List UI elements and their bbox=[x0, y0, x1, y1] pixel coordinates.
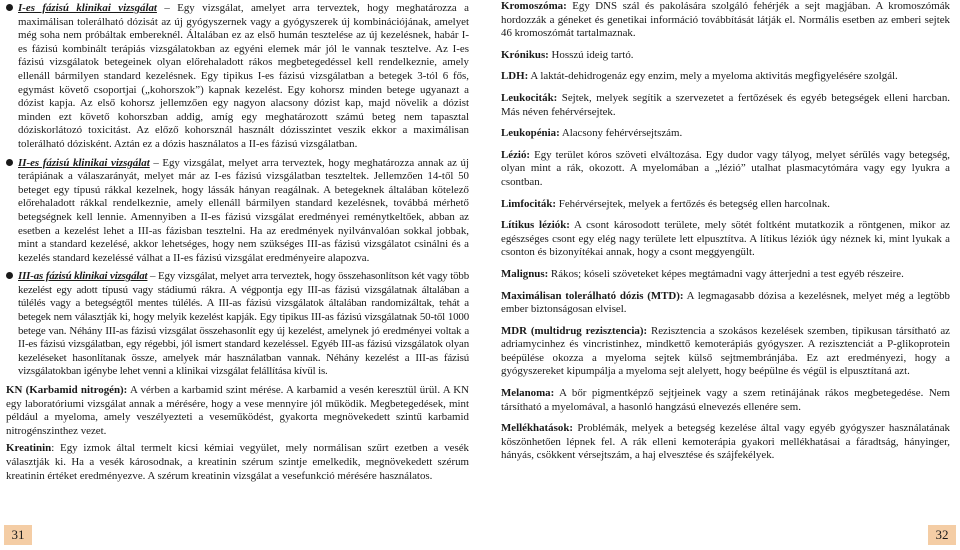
phase2-text: – Egy vizsgálat, melyet arra terveztek, hogy meghatározza annak az új terápiának a válaszarányát, melyet már az I-es fázisú vizsgálatban teszteltek. Jellemzően 14-től 50 beteget egy típusú rákkal kezelnek, hogy lássák hányan reagálnak. A betegeknek általában kötelező előrehaladott rákkal rendelkeznie, amely ellenáll bármilyen standard kezelésnek, továbbá mérhető betegségnek kell lennie. Amennyiben a II-es fázisú vizsgálat eredményei reménytkeltőek, abban az esetben a kezelést lehet a III-as fázisban tesztelni. Ha az eredmények nyilvánvalóan sokkal jobbak, mint a standard kezelésé, akkor lehetséges, hogy nem szükséges III-as fázisú vizsgálatot csinálni és a kezelés standard kezeléssé válhat a II-es fázisú vizsgálat eredményeire alapozva. bbox=[18, 156, 470, 264]
glossary-definition: A legmagasabb dózisa a kezelésnek, melyet még a legtöbb ember biztonságosan elvisel. bbox=[501, 289, 950, 316]
bullet-icon bbox=[6, 4, 13, 11]
glossary-entry bbox=[501, 387, 950, 414]
glossary-term: LDH: bbox=[501, 70, 529, 83]
kreatinin-text: : Egy izmok által termelt kicsi kémiai vegyület, mely normálisan szűrt ezetben a vesék választják ki. Ha a vesék károsodnak, a kreatinin szérum szintje emelkedik, megnövekedett szérum kreatinin értéket eredményezve. A szérum kreatinin vizsgálat a vesefunkció mérésére használatos. bbox=[6, 442, 469, 482]
phase3-entry bbox=[6, 270, 469, 379]
kn-text: A vérben a karbamid szint mérése. A karbamid a vesén keresztül ürül. A KN egy laboratóriumi vizsgálat annak a mérésére, hogy a vese mennyire jól működik. Megbetegedések, mint például a myeloma, amely veszélyezteti a veseműködést, gyakorta megnövekedett szintű karbamid nitrogénszinthez vezet. bbox=[6, 384, 469, 437]
phase3-text: – Egy vizsgálat, melyet arra terveztek, hogy összehasonlítson két vagy több kezelést egy adott típusú vagy stádiumú rákra. A végpontja egy III-as fázisú vizsgálatnak általában a túlélés vagy a betegségtől mentes túlélés. A III-as fázisú vizsgálatok általában randomizáltak, tehát a betegek nem választják ki, hogy melyik kezelést kapják. Egy tipikus III-as fázisú vizsgálatnak 50-től 1000 betege van. Néhány III-as fázisú vizsgálat összehasonlít egy új kezelést, amelynek jó eredményei voltak a II-es fázisú vizsgálatban, egy régebbi, jól ismert standard kezeléssel. Egyéb III-as fázisú vizsgálatok olyan kezeléseket hasonlítanak össze, amelyek már használatban vannak. Néhány kezelést a III-as fázisú vizsgálatokban igénybe lehet venni a klinikai vizsgálat felállítása kívül is. bbox=[18, 270, 469, 378]
glossary-definition: Rezisztencia a szokásos kezelések szemben, tipikusan társítható az adriamycinhez és vincristinhez, mindkettő kemoterápiás gyógyszer. A rezisztenciát a P-glikoprotein beépülése okozza a myeloma sejtek külső sejtmembránjába. Ez azt eredményezi, hogy a gyógyszereket kipumpálja a myeloma sejt alelyett, hogy beépülne és végül is elpusztítaná azt. bbox=[501, 324, 950, 378]
glossary-definition: A laktát-dehidrogenáz egy enzim, mely a myeloma aktivitás megfigyelésére szolgál. bbox=[528, 70, 898, 83]
glossary-term: Malignus: bbox=[501, 267, 549, 280]
glossary-entry bbox=[501, 325, 950, 379]
bullet-icon bbox=[6, 159, 13, 166]
kreatinin-entry bbox=[6, 442, 469, 483]
glossary-entry bbox=[501, 149, 950, 190]
kn-entry bbox=[6, 384, 469, 438]
glossary-term: Lézió: bbox=[501, 148, 531, 161]
phase1-text: – Egy vizsgálat, amelyet arra terveztek, hogy meghatározza a maximálisan tolerálható dózisát az új gyógyszernek vagy a gyógyszerek új kombinációjának, amelyet még soha nem próbáltak embereknél. Általában ez az első humán tesztelése az új kezelésnek, habár I-es fázisú kombinált terápiás vizsgálatokban az egyéni elemek már jól le vannak tesztelve. Az I-es fázisú vizsgálatok betegeinek olyan előrehaladott rákos megbetegedéssel kell rendelkeznie, amely ellenáll bármilyen standard kezelésnek. Egy tipikus I-es fázisú vizsgálatban a betegek 3-tól 6 fős, egymást követő csoportjai („kohorszok”) kapnak kezelést. Egy kohorsz minden betege ugyanazt a dózist kapja. Az első kohorsz jellemzően egy nagyon alacsony dózist kap, majd növelik a dózist minden ezt követő kohorszban addig, amíg egy meghatározott számú beteg nem tapasztal dóziskorlátozó toxicitást. Az előző kohorsznál használt dózisszintet veszik ekkor a maximálisan tolerálható dózisként. Aztán ez a dózis használatos a II-es fázisú vizsgálatban. bbox=[18, 2, 469, 150]
glossary-entry bbox=[501, 92, 950, 119]
glossary-term: Maximálisan tolerálható dózis (MTD): bbox=[501, 289, 684, 302]
phase1-term: I-es fázisú klinikai vizsgálat bbox=[18, 2, 157, 14]
glossary-term: Krónikus: bbox=[501, 48, 549, 61]
glossary-definition: Problémák, melyek a betegség kezelése által vagy egyéb gyógyszer használatának köszönhetően lépnek fel. A rák elleni kemoterápia gyakori mellékhatásai a fáradtság, hányinger, hányás, csökkent vérsejtszám, a haj elvesztése és szájfekélyek. bbox=[501, 422, 950, 462]
glossary-entry bbox=[501, 268, 950, 282]
page-number-right: 32 bbox=[928, 525, 956, 545]
glossary-entry bbox=[501, 0, 950, 41]
page-number-left: 31 bbox=[4, 525, 32, 545]
glossary-definition: Hosszú ideig tartó. bbox=[548, 48, 634, 61]
glossary-term: Lítikus léziók: bbox=[501, 219, 570, 232]
glossary-term: Kromoszóma: bbox=[501, 0, 567, 12]
glossary-term: Melanoma: bbox=[501, 387, 555, 400]
glossary-definition: Rákos; kóseli szöveteket képes megtámadni vagy átterjedni a test egyéb részeire. bbox=[548, 267, 904, 280]
kn-term: KN (Karbamid nitrogén): bbox=[6, 384, 128, 397]
glossary-entry bbox=[501, 422, 950, 463]
phase2-term: II-es fázisú klinikai vizsgálat bbox=[18, 156, 150, 169]
glossary-definition: Fehérvérsejtek, melyek a fertőzés és betegség ellen harcolnak. bbox=[556, 197, 831, 210]
glossary-term: Limfociták: bbox=[501, 197, 557, 210]
glossary-entry bbox=[501, 70, 950, 84]
glossary-entry bbox=[501, 219, 950, 260]
phase3-term: III-as fázisú klinikai vizsgálat bbox=[18, 270, 148, 283]
kreatinin-term: Kreatinin bbox=[6, 442, 52, 455]
glossary-list bbox=[501, 0, 950, 463]
glossary-definition: Alacsony fehérvérsejtszám. bbox=[559, 127, 683, 140]
bullet-icon bbox=[6, 272, 13, 279]
glossary-definition: A csont károsodott területe, mely sötét foltként mutatkozik a röntgenen, mikor az egészséges csont egy elég nagy területe lett elpusztítva. A lítikus léziók úgy néznek ki, mint lyukak a csonton és bizonyítékai annak, hogy a csont meggyengült. bbox=[501, 219, 950, 259]
glossary-entry bbox=[501, 198, 950, 212]
glossary-definition: Egy terület kóros szöveti elváltozása. Egy dudor vagy tályog, melyet sérülés vagy betegség, olyan mint a rák, okozott. A myelomában a „lézió” utalhat plasmacytómára vagy egy lyukra a csontban. bbox=[501, 148, 950, 188]
left-page bbox=[0, 0, 475, 550]
glossary-entry bbox=[501, 127, 950, 141]
phase2-entry bbox=[6, 157, 469, 266]
right-page bbox=[485, 0, 960, 550]
glossary-definition: Egy DNS szál és pakolására szolgáló fehérjék a sejt magjában. A kromoszómák hordozzák a géneket és genetikai információ továbbítását látják el. Normális esetben az emberi sejtek 46 kromoszómát tartalmaznak. bbox=[501, 0, 950, 40]
glossary-term: Leukopénia: bbox=[501, 127, 560, 140]
phase1-entry bbox=[6, 2, 469, 152]
glossary-term: Mellékhatások: bbox=[501, 422, 573, 435]
glossary-entry bbox=[501, 49, 950, 63]
glossary-definition: Sejtek, melyek segítik a szervezetet a fertőzések és egyéb betegségek elleni harcban. Más néven fehérvérsejtek. bbox=[501, 91, 950, 118]
glossary-entry bbox=[501, 290, 950, 317]
glossary-definition: A bőr pigmentképző sejtjeinek vagy a szem retinájának rákos megbetegedése. Nem társítható a myelomával, a hasonló hangzású elnevezés ellenére sem. bbox=[501, 387, 950, 413]
glossary-term: MDR (multidrug rezisztencia): bbox=[501, 324, 648, 337]
glossary-term: Leukociták: bbox=[501, 91, 558, 104]
